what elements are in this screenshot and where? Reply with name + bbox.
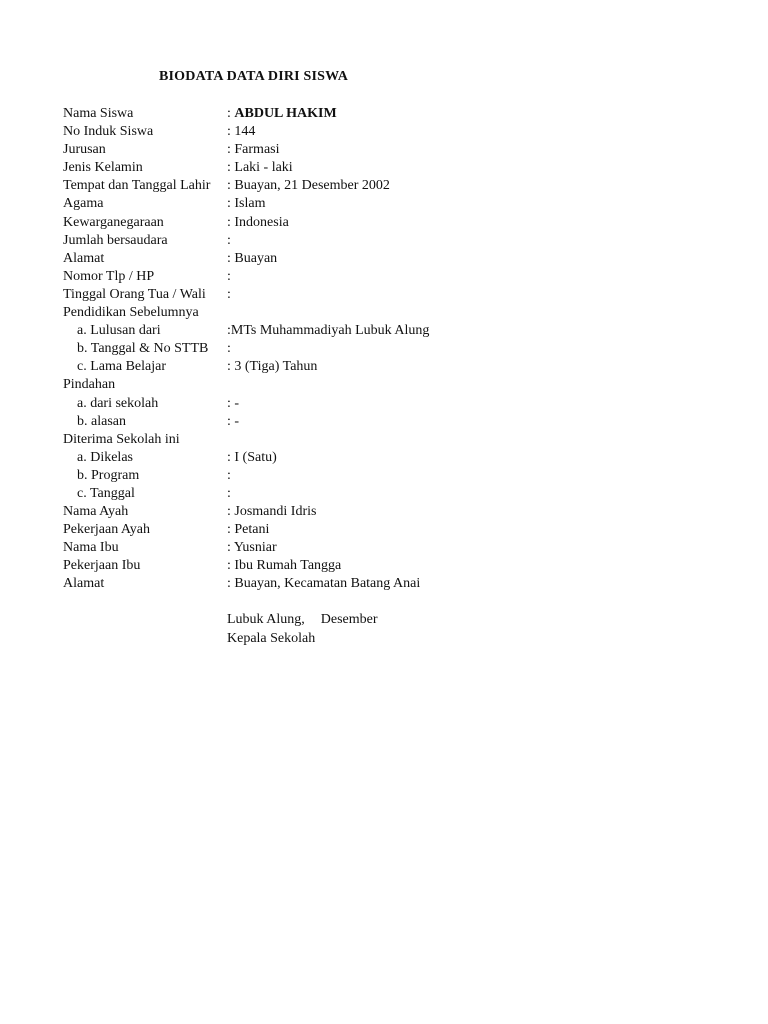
row-nama-siswa (63, 105, 723, 123)
row-alasan (63, 413, 723, 431)
row-jumlah-bersaudara (63, 232, 723, 250)
row-value: : Indonesia (227, 214, 289, 230)
row-label: Nama Siswa (63, 106, 134, 121)
row-value: : Farmasi (227, 142, 280, 158)
row-label: a. Dikelas (77, 449, 133, 465)
row-agama (63, 195, 723, 213)
row-tanggal-no-sttb (63, 340, 723, 358)
row-lama-belajar (63, 358, 723, 376)
row-value: : Josmandi Idris (227, 504, 317, 520)
row-alamat-orang-tua (63, 575, 723, 593)
signature-role: Kepala Sekolah (227, 630, 316, 646)
row-label: Nama Ibu (63, 540, 119, 556)
row-label: a. dari sekolah (77, 395, 159, 411)
row-value (227, 105, 337, 123)
row-label: Pekerjaan Ibu (63, 558, 141, 574)
row-value: :MTs Muhammadiyah Lubuk Alung (227, 323, 430, 339)
row-pendidikan-sebelumnya (63, 304, 723, 322)
row-program (63, 467, 723, 485)
row-label: a. Lulusan dari (77, 323, 161, 339)
row-label: b. Tanggal & No STTB (77, 341, 209, 357)
section-label: Pendidikan Sebelumnya (63, 305, 199, 321)
row-dikelas (63, 449, 723, 467)
row-value: : Islam (227, 196, 266, 212)
row-value: : Yusniar (227, 540, 277, 556)
biodata-table (63, 105, 723, 594)
section-label: Diterima Sekolah ini (63, 431, 180, 447)
row-value: : - (227, 413, 240, 429)
row-value: : (227, 232, 231, 248)
signature-place: Lubuk Alung, (227, 612, 305, 627)
row-label: Alamat (63, 576, 105, 592)
row-value: : (227, 341, 231, 357)
row-tinggal-orang-tua (63, 286, 723, 304)
row-value: : Petani (227, 522, 270, 538)
row-lulusan-dari (63, 322, 723, 340)
row-value: : Buayan, 21 Desember 2002 (227, 178, 390, 194)
row-value: : Laki - laki (227, 160, 293, 176)
row-pekerjaan-ibu (63, 557, 723, 575)
row-kewarganegaraan (63, 214, 723, 232)
row-value: : Buayan (227, 250, 278, 266)
row-value: : (227, 485, 231, 501)
row-diterima-sekolah (63, 431, 723, 449)
row-value: : (227, 467, 231, 483)
row-label: Alamat (63, 250, 105, 266)
row-label: Agama (63, 196, 104, 212)
row-label: Nama Ayah (63, 504, 129, 520)
row-label: Tinggal Orang Tua / Wali (63, 286, 206, 302)
row-jenis-kelamin (63, 159, 723, 177)
row-alamat (63, 250, 723, 268)
document-title: BIODATA DATA DIRI SISWA (159, 69, 349, 84)
row-colon: : (227, 106, 235, 121)
row-value: : (227, 268, 231, 284)
signature-month: Desember (320, 612, 378, 627)
row-label: Jumlah bersaudara (63, 232, 168, 248)
row-label: Kewarganegaraan (63, 214, 164, 230)
row-label: Jurusan (63, 142, 106, 158)
row-nama-ayah (63, 503, 723, 521)
signature-block (227, 611, 378, 648)
row-label: Jenis Kelamin (63, 160, 143, 176)
row-label: Nomor Tlp / HP (63, 268, 155, 284)
row-label: b. alasan (77, 413, 126, 429)
row-label: No Induk Siswa (63, 124, 154, 140)
row-tanggal (63, 485, 723, 503)
row-label: Tempat dan Tanggal Lahir (63, 178, 211, 194)
row-jurusan (63, 141, 723, 159)
row-nomor-tlp (63, 268, 723, 286)
row-label: Pekerjaan Ayah (63, 522, 150, 538)
row-value: : (227, 286, 231, 302)
row-value: : Ibu Rumah Tangga (227, 558, 342, 574)
row-pekerjaan-ayah (63, 521, 723, 539)
row-pindahan (63, 376, 723, 394)
row-label: b. Program (77, 467, 140, 483)
row-value: : Buayan, Kecamatan Batang Anai (227, 576, 421, 592)
row-value: : 144 (227, 124, 256, 140)
row-label: c. Tanggal (77, 485, 135, 501)
row-dari-sekolah (63, 395, 723, 413)
row-tempat-tanggal-lahir (63, 177, 723, 195)
row-label: c. Lama Belajar (77, 359, 167, 375)
student-name: ABDUL HAKIM (234, 106, 337, 121)
row-value: : - (227, 395, 240, 411)
row-value: : 3 (Tiga) Tahun (227, 359, 318, 375)
signature-place-date (227, 611, 378, 630)
row-nama-ibu (63, 539, 723, 557)
row-value: : I (Satu) (227, 449, 277, 465)
row-no-induk (63, 123, 723, 141)
section-label: Pindahan (63, 377, 116, 393)
